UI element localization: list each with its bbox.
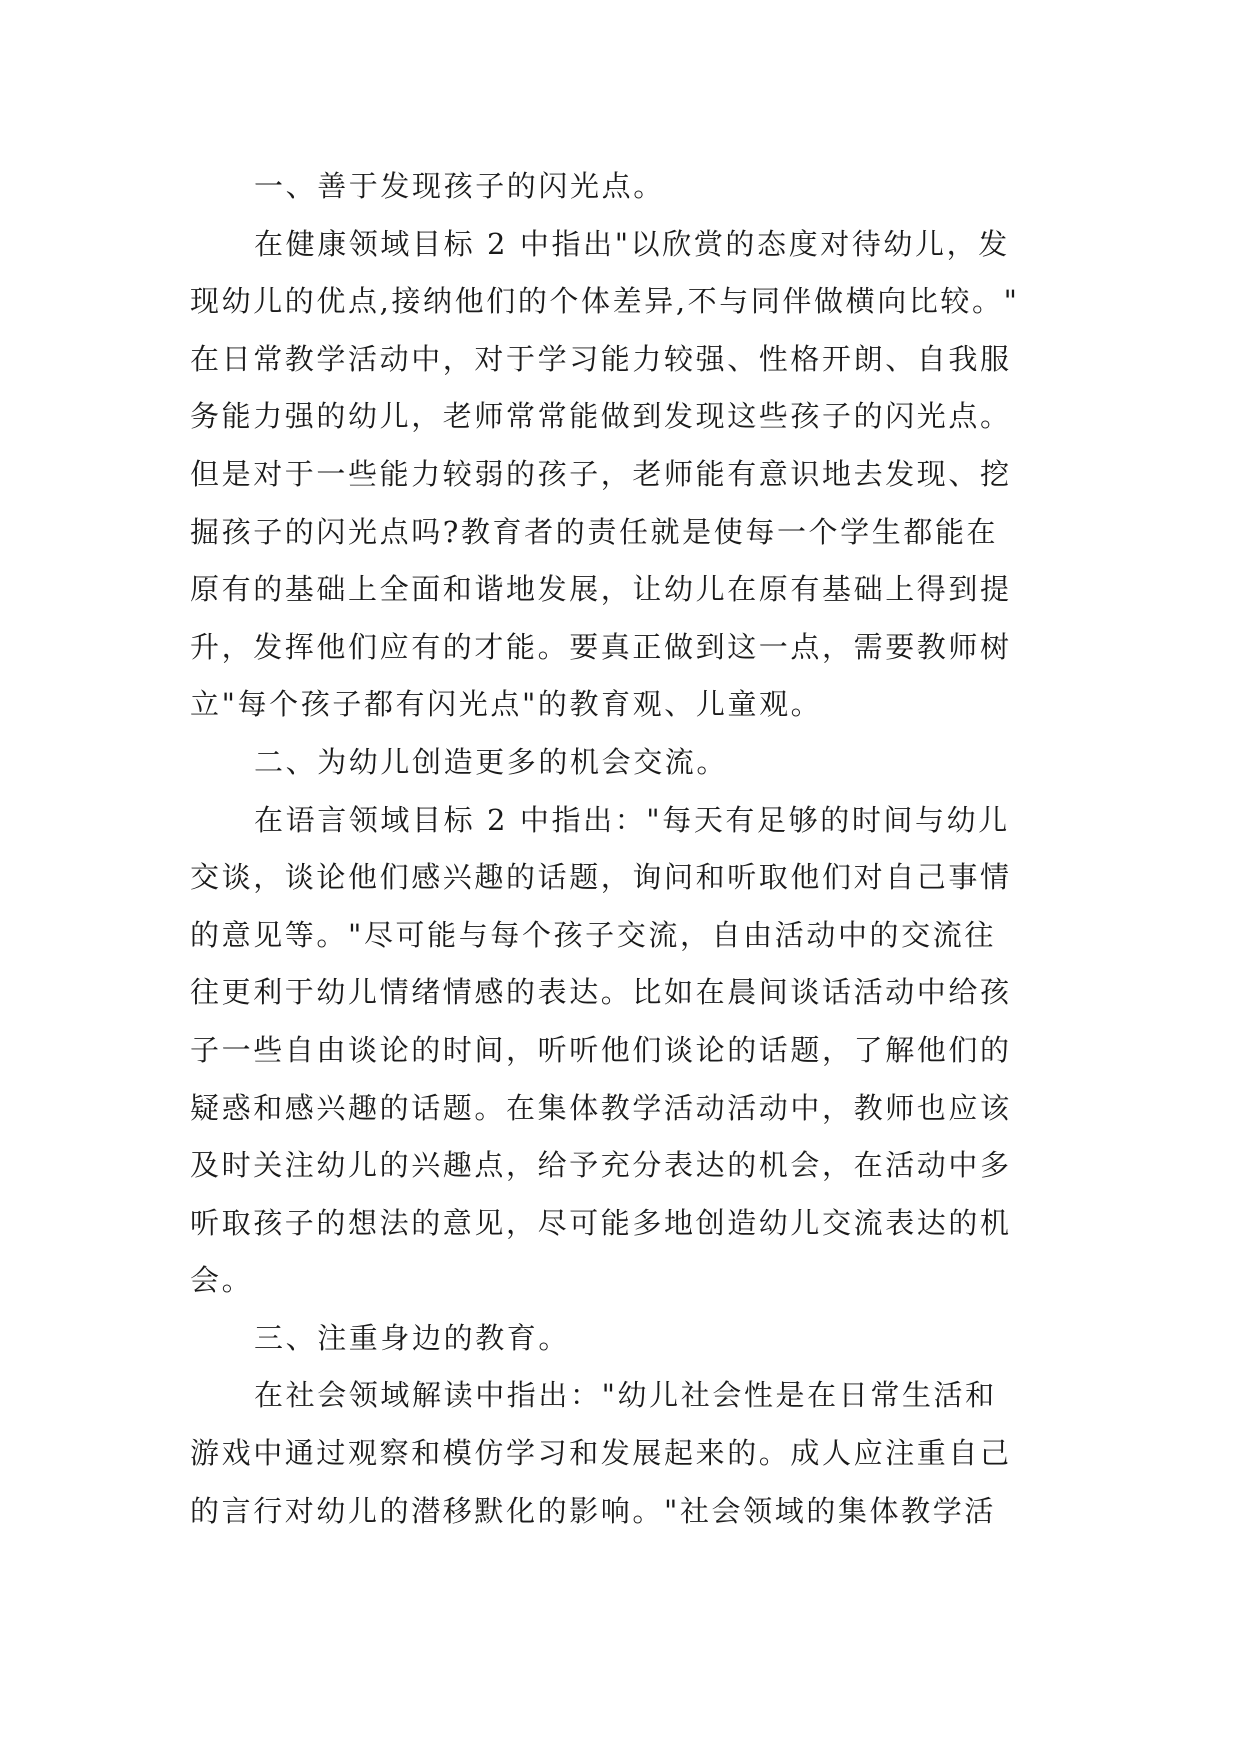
paragraph-line: 现幼儿的优点,接纳他们的个体差异,不与同伴做横向比较。" (190, 284, 1020, 319)
paragraph-line: 游戏中通过观察和模仿学习和发展起来的。成人应注重自己 (190, 1436, 1012, 1471)
section-heading: 三、注重身边的教育。 (254, 1320, 571, 1355)
section-1 (190, 158, 1052, 734)
paragraph-line: 会。 (190, 1263, 254, 1298)
paragraph-line: 掘孩子的闪光点吗?教育者的责任就是使每一个学生都能在 (190, 514, 999, 549)
paragraph-line: 但是对于一些能力较弱的孩子，老师能有意识地去发现、挖 (190, 456, 1012, 491)
paragraph-line: 往更利于幼儿情绪情感的表达。比如在晨间谈话活动中给孩 (190, 975, 1012, 1010)
section-3 (190, 1310, 1052, 1540)
paragraph-line: 疑惑和感兴趣的话题。在集体教学活动活动中，教师也应该 (190, 1090, 1012, 1125)
paragraph-line: 的意见等。"尽可能与每个孩子交流，自由活动中的交流往 (190, 917, 996, 952)
paragraph-line: 升，发挥他们应有的才能。要真正做到这一点，需要教师树 (190, 629, 1012, 664)
paragraph-line: 原有的基础上全面和谐地发展，让幼儿在原有基础上得到提 (190, 572, 1012, 607)
section-2 (190, 734, 1052, 1310)
paragraph-line: 在语言领域目标 2 中指出："每天有足够的时间与幼儿 (254, 802, 1010, 837)
paragraph-line: 在健康领域目标 2 中指出"以欣赏的态度对待幼儿，发 (254, 226, 1010, 261)
paragraph-line: 交谈，谈论他们感兴趣的话题，询问和听取他们对自己事情 (190, 860, 1012, 895)
paragraph-line: 及时关注幼儿的兴趣点，给予充分表达的机会，在活动中多 (190, 1148, 1012, 1183)
section-heading: 一、善于发现孩子的闪光点。 (254, 169, 665, 203)
paragraph-line: 的言行对幼儿的潜移默化的影响。"社会领域的集体教学活 (190, 1493, 996, 1528)
paragraph-line: 立"每个孩子都有闪光点"的教育观、儿童观。 (190, 687, 823, 722)
section-heading: 二、为幼儿创造更多的机会交流。 (254, 744, 729, 779)
document-body (190, 158, 1052, 1540)
paragraph-line: 在社会领域解读中指出："幼儿社会性是在日常生活和 (254, 1378, 997, 1413)
paragraph-line: 子一些自由谈论的时间，听听他们谈论的话题，了解他们的 (190, 1032, 1012, 1067)
paragraph-line: 在日常教学活动中，对于学习能力较强、性格开朗、自我服 (190, 341, 1012, 376)
paragraph-line: 听取孩子的想法的意见，尽可能多地创造幼儿交流表达的机 (190, 1205, 1012, 1240)
paragraph-line: 务能力强的幼儿，老师常常能做到发现这些孩子的闪光点。 (190, 399, 1012, 434)
